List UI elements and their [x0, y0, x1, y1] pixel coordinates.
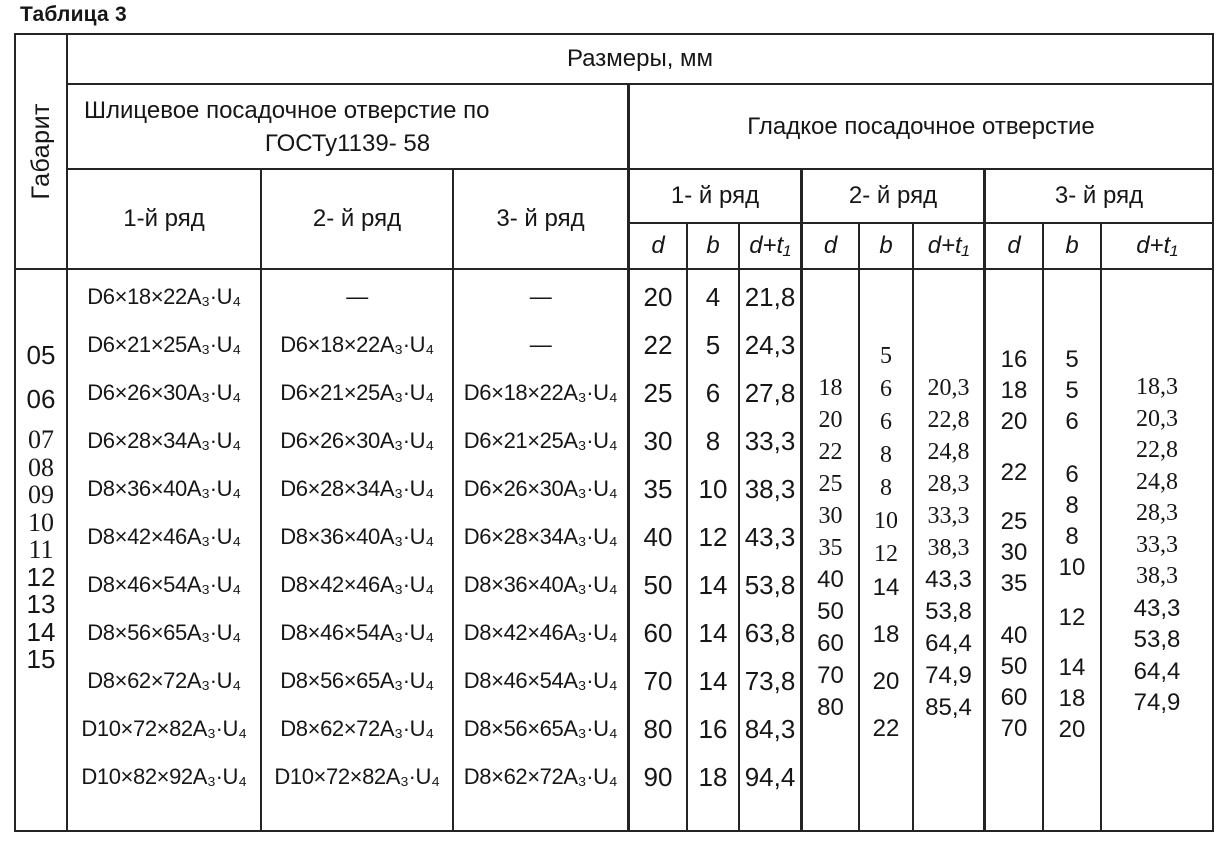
spline-designation: D8×62×72A₃·U₄	[87, 668, 241, 693]
b-value: 18	[872, 621, 900, 648]
spline-designation: D10×72×82A₃·U₄	[274, 764, 440, 789]
b-value: 8	[705, 426, 721, 456]
d-value: 40	[817, 566, 844, 593]
spline-series3-header: 3- й ряд	[454, 170, 630, 270]
b-value: 14	[698, 666, 728, 696]
spline-series1-stack	[68, 270, 260, 801]
b-value: 22	[872, 715, 900, 742]
dt1-value: 20,3	[927, 375, 970, 401]
gabarit-value: 14	[26, 616, 56, 647]
dt1-value: 33,3	[744, 426, 796, 456]
spline-designation: D6×26×30A₃·U₄	[280, 428, 434, 453]
spline-designation: D10×82×92A₃·U₄	[81, 764, 247, 789]
d-value: 80	[817, 694, 844, 721]
d-value: 70	[643, 666, 673, 696]
dt1-value: 20,3	[1136, 405, 1178, 432]
col-header-d-1: d	[630, 224, 688, 270]
dt1-value: 21,8	[744, 282, 796, 312]
spline-designation: D8×62×72A₃·U₄	[280, 716, 434, 741]
sizes-header: Размеры, мм	[68, 35, 1212, 85]
smooth1-b-stack	[688, 270, 738, 801]
spline-designation: D8×62×72A₃·U₄	[463, 764, 618, 789]
d-value: 50	[1000, 653, 1028, 680]
gabarit-value: 13	[26, 589, 56, 619]
spline-designation: D8×46×54A₃·U₄	[280, 620, 434, 645]
b-value: 12	[1058, 604, 1086, 631]
spline-designation: D10×72×82A₃·U₄	[81, 716, 247, 741]
dt1-value: 33,3	[927, 503, 970, 529]
b-value: 16	[698, 714, 728, 744]
col-header-b-1: b	[688, 224, 740, 270]
spline-series2-header: 2- й ряд	[262, 170, 454, 270]
smooth1-dt1-cell	[740, 270, 803, 830]
spline-designation: D6×18×22A₃·U₄	[87, 284, 241, 309]
spline-designation: D8×42×46A₃·U₄	[87, 524, 241, 549]
smooth-hole-header: Гладкое посадочное отверстие	[630, 85, 1212, 170]
col-header-d-2: d	[803, 224, 860, 270]
smooth-series1-header: 1- й ряд	[630, 170, 803, 224]
gabarit-value: 06	[26, 384, 56, 414]
spline-designation: D8×42×46A₃·U₄	[280, 572, 434, 597]
b-value: 14	[698, 618, 728, 648]
smooth3-b-cell	[1044, 270, 1102, 830]
spline-designation: D8×56×65A₃·U₄	[280, 668, 434, 693]
d-value: 16	[1000, 346, 1028, 373]
table-caption: Таблица 3	[20, 3, 127, 26]
d-value: 50	[643, 570, 673, 600]
col-header-b-3: b	[1044, 224, 1102, 270]
d-value: 25	[818, 471, 843, 497]
b-value: 10	[1058, 554, 1086, 581]
spline-designation: D8×36×40A₃·U₄	[463, 572, 618, 597]
spline-designation: D8×56×65A₃·U₄	[87, 620, 241, 645]
d-value: 22	[643, 330, 673, 360]
gabarit-value: 09	[28, 480, 54, 509]
b-value: 8	[880, 442, 892, 468]
spline-designation: D8×56×65A₃·U₄	[463, 716, 618, 741]
gabarit-value: 08	[28, 452, 54, 482]
smooth1-dt1-stack	[740, 270, 800, 801]
dt1-value: 28,3	[927, 471, 970, 497]
b-value: 6	[705, 378, 721, 408]
col-header-b-2: b	[860, 224, 914, 270]
b-value: 6	[880, 376, 892, 402]
d-value: 20	[818, 407, 843, 433]
d-value: 35	[818, 535, 843, 561]
smooth3-d-cell	[986, 270, 1044, 830]
dt1-value: 27,8	[744, 378, 796, 408]
col-header-dt1-3: d+t₁	[1102, 224, 1212, 270]
b-value: 5	[1065, 377, 1079, 404]
gabarit-value: 11	[28, 535, 54, 564]
d-value: 30	[818, 503, 843, 529]
spline-designation: D6×18×22A₃·U₄	[463, 380, 618, 405]
dt1-value: 28,3	[1136, 500, 1178, 526]
dt1-value: 24,3	[744, 330, 796, 360]
dt1-value: 84,3	[744, 714, 796, 744]
b-value: 20	[1058, 716, 1086, 743]
spline-designation: D8×36×40A₃·U₄	[87, 476, 241, 501]
spline-designation: D6×21×25A₃·U₄	[280, 380, 434, 405]
smooth2-d-cell	[803, 270, 860, 830]
dt1-value: 94,4	[744, 762, 796, 792]
col-header-d-3: d	[986, 224, 1044, 270]
b-value: 10	[698, 474, 728, 504]
b-value: 5	[1065, 346, 1079, 373]
d-value: 18	[818, 375, 843, 401]
spline-hole-header-line2: ГОСТу1139- 58	[264, 129, 431, 157]
d-value: 70	[817, 662, 844, 689]
b-value: 6	[1065, 408, 1079, 435]
dt1-value: 43,3	[744, 522, 796, 552]
gabarit-values-cell	[16, 270, 68, 830]
spline-designation: D6×26×30A₃·U₄	[463, 476, 618, 501]
spline-hole-header-line1: Шлицевое посадочное отверстие по	[84, 96, 490, 124]
smooth3-dt1-stack	[1102, 270, 1212, 719]
dt1-value: 38,3	[744, 474, 796, 504]
dt1-value: 43,3	[1133, 594, 1181, 622]
b-value: 12	[698, 522, 728, 552]
dt1-value: 38,3	[1136, 563, 1178, 589]
dt1-value: 63,8	[744, 618, 796, 648]
b-value: 20	[872, 668, 900, 695]
spline-designation: D8×46×54A₃·U₄	[87, 572, 241, 597]
dt1-value: 74,9	[1133, 689, 1181, 716]
dt1-value: 38,3	[927, 535, 970, 561]
smooth3-dt1-cell	[1102, 270, 1212, 830]
b-value: 14	[872, 574, 900, 601]
dt1-value: 18,3	[1136, 374, 1178, 400]
b-value: 12	[874, 541, 898, 567]
d-value: 40	[643, 522, 673, 552]
spline-designation: D6×18×22A₃·U₄	[280, 332, 434, 357]
spline-series3-cell	[454, 270, 630, 830]
d-value: 90	[643, 762, 673, 792]
spline-designation: —	[529, 332, 552, 357]
spline-designation: D8×42×46A₃·U₄	[463, 620, 618, 645]
smooth2-b-stack	[860, 270, 912, 745]
dt1-value: 85,4	[925, 694, 972, 721]
spline-series1-cell	[68, 270, 262, 830]
smooth1-b-cell	[688, 270, 740, 830]
d-value: 80	[643, 714, 673, 744]
col-header-dt1-2: d+t₁	[914, 224, 986, 270]
b-value: 18	[1058, 685, 1086, 712]
dt1-value: 53,8	[1133, 626, 1181, 653]
spline-designation: —	[346, 284, 368, 309]
gabarit-column-header	[16, 35, 68, 270]
b-value: 18	[698, 762, 728, 792]
d-value: 40	[1000, 622, 1028, 649]
spline-series2-stack	[262, 270, 452, 801]
dt1-value: 53,8	[744, 570, 796, 600]
gabarit-value: 05	[26, 340, 56, 370]
d-value: 60	[1000, 684, 1028, 711]
spline-series1-header: 1-й ряд	[68, 170, 262, 270]
spline-designation: D6×28×34A₃·U₄	[280, 476, 434, 501]
spline-designation: D6×21×25A₃·U₄	[463, 428, 618, 453]
gabarit-values-stack	[16, 270, 66, 674]
dt1-value: 64,4	[1133, 657, 1181, 685]
d-value: 22	[1000, 459, 1028, 486]
d-value: 20	[1000, 408, 1028, 435]
spline-series3-stack	[454, 270, 627, 801]
d-value: 70	[1000, 715, 1028, 742]
dt1-value: 33,3	[1136, 531, 1178, 558]
d-value: 30	[643, 426, 673, 456]
dt1-value: 24,8	[927, 439, 970, 465]
spline-designation: D6×28×34A₃·U₄	[87, 428, 241, 453]
d-value: 30	[1000, 539, 1028, 566]
spline-designation: D8×46×54A₃·U₄	[463, 668, 618, 693]
d-value: 22	[818, 439, 843, 465]
b-value: 8	[880, 475, 892, 501]
b-value: 8	[1065, 492, 1079, 519]
spline-designation: D6×28×34A₃·U₄	[463, 524, 618, 549]
gabarit-label: Габарит	[26, 103, 55, 200]
spline-designation: —	[529, 284, 552, 309]
d-value: 50	[817, 598, 844, 625]
b-value: 14	[1058, 654, 1086, 681]
spline-series2-cell	[262, 270, 454, 830]
dt1-value: 74,9	[925, 662, 972, 689]
smooth1-d-cell	[630, 270, 688, 830]
smooth2-dt1-stack	[914, 270, 983, 724]
dt1-value: 73,8	[744, 666, 796, 696]
smooth3-b-stack	[1044, 270, 1100, 745]
d-value: 25	[1000, 508, 1028, 535]
d-value: 60	[643, 618, 673, 648]
spline-designation: D8×36×40A₃·U₄	[280, 524, 434, 549]
smooth3-d-stack	[986, 270, 1042, 744]
smooth-series2-header: 2- й ряд	[803, 170, 986, 224]
dimensions-table	[14, 33, 1214, 832]
d-value: 60	[817, 630, 844, 657]
d-value: 25	[643, 378, 673, 408]
spline-designation: D6×26×30A₃·U₄	[87, 380, 241, 405]
smooth-series3-header: 3- й ряд	[986, 170, 1212, 224]
dt1-value: 53,8	[925, 598, 972, 625]
b-value: 4	[705, 282, 721, 312]
gabarit-value: 12	[26, 561, 56, 592]
b-value: 5	[705, 330, 721, 360]
dt1-value: 24,8	[1136, 468, 1178, 495]
d-value: 35	[643, 474, 673, 504]
d-value: 35	[1000, 570, 1028, 597]
gabarit-value: 15	[26, 644, 56, 674]
dt1-value: 43,3	[925, 566, 972, 593]
dt1-value: 64,4	[925, 630, 972, 657]
b-value: 6	[880, 409, 892, 435]
b-value: 5	[880, 343, 892, 369]
smooth2-dt1-cell	[914, 270, 986, 830]
dt1-value: 22,8	[927, 407, 970, 433]
d-value: 18	[1000, 377, 1028, 404]
gabarit-value: 07	[28, 425, 54, 454]
smooth2-b-cell	[860, 270, 914, 830]
smooth1-d-stack	[630, 270, 686, 801]
col-header-dt1-1: d+t₁	[740, 224, 803, 270]
b-value: 14	[698, 570, 728, 600]
spline-hole-header	[68, 85, 630, 170]
b-value: 10	[874, 508, 898, 534]
b-value: 8	[1065, 523, 1079, 550]
b-value: 6	[1065, 461, 1079, 488]
spline-designation: D6×21×25A₃·U₄	[87, 332, 241, 357]
d-value: 20	[643, 282, 673, 312]
gabarit-value: 10	[28, 507, 54, 537]
dt1-value: 22,8	[1136, 437, 1178, 463]
smooth2-d-stack	[803, 270, 858, 724]
